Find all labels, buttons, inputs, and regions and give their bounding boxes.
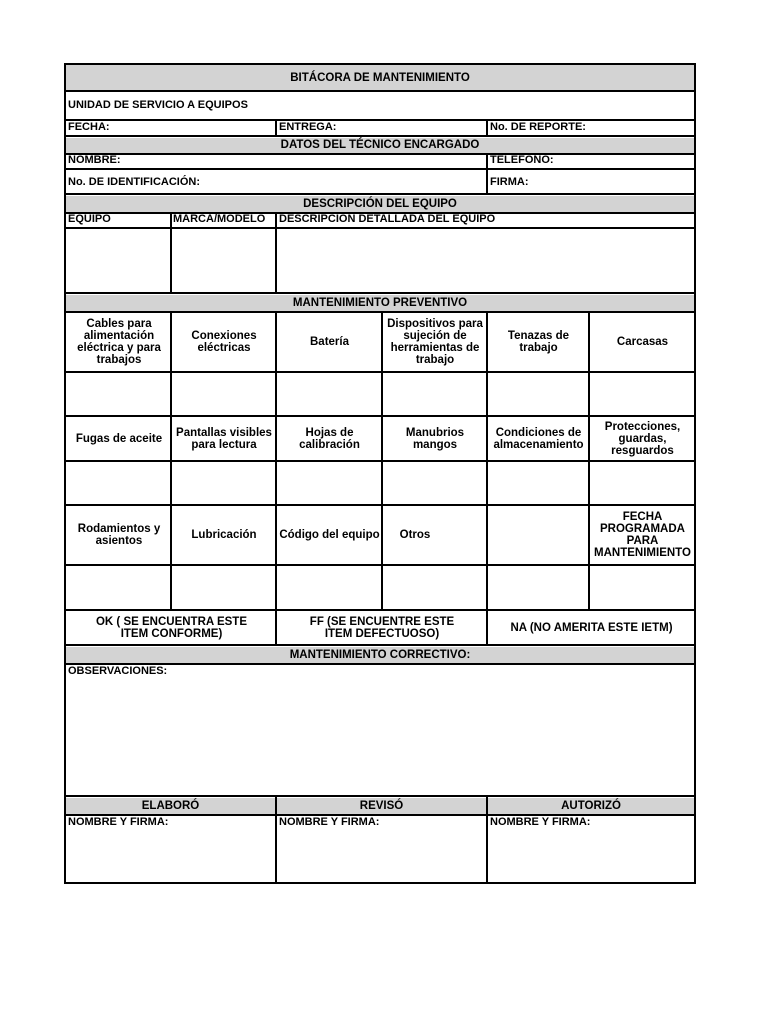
item-lubricacion: Lubricación <box>191 529 257 541</box>
preventivo-header: MANTENIMIENTO PREVENTIVO <box>292 296 468 309</box>
answer-conexiones[interactable] <box>172 373 275 415</box>
nombre-label: NOMBRE: <box>68 154 121 166</box>
answer-codigo[interactable] <box>277 566 381 609</box>
answer-bateria[interactable] <box>277 373 381 415</box>
answer-fecha-programada[interactable] <box>590 566 694 609</box>
legend-na: NA (NO AMERITA ESTE IETM) <box>510 621 673 634</box>
item-cables: Cables para alimentación eléctrica y para trabajos <box>77 318 161 366</box>
marca-field[interactable] <box>172 229 275 292</box>
item-pantallas: Pantallas visibles para lectura <box>176 426 272 451</box>
tecnico-header: DATOS DEL TÉCNICO ENCARGADO <box>280 139 480 151</box>
elaboro-signature-field[interactable] <box>66 830 275 882</box>
answer-dispositivos[interactable] <box>383 373 486 415</box>
descripcion-field[interactable] <box>277 229 694 292</box>
answer-fugas[interactable] <box>66 462 170 504</box>
answer-pantallas[interactable] <box>172 462 275 504</box>
correctivo-header: MANTENIMIENTO CORRECTIVO: <box>289 648 471 661</box>
entrega-label: ENTREGA: <box>279 121 337 133</box>
autorizo-signature-field[interactable] <box>488 830 694 882</box>
item-rodamientos: Rodamientos y asientos <box>77 523 161 547</box>
item-fecha-programada: FECHA PROGRAMADA PARA MANTENIMIENTO <box>594 511 691 559</box>
item-protecciones: Protecciones, guardas, resguardos <box>604 420 681 457</box>
legend-ok: OK ( SE ENCUENTRA ESTE ITEM CONFORME) <box>95 615 247 640</box>
answer-blank[interactable] <box>488 566 588 609</box>
item-hojas: Hojas de calibración <box>299 426 360 451</box>
item-condiciones: Condiciones de almacenamiento <box>493 426 584 451</box>
nombre-field[interactable] <box>66 154 485 168</box>
answer-otros[interactable] <box>383 566 486 609</box>
item-manubrios: Manubrios mangos <box>405 426 465 451</box>
answer-protecciones[interactable] <box>590 462 694 504</box>
firma-label: FIRMA: <box>490 176 529 188</box>
reviso-signature-field[interactable] <box>277 830 486 882</box>
item-tenazas: Tenazas de trabajo <box>507 330 570 354</box>
fecha-label: FECHA: <box>68 121 110 133</box>
equipo-field[interactable] <box>66 229 169 292</box>
autorizo-header: AUTORIZÓ <box>561 799 621 812</box>
item-fugas: Fugas de aceite <box>75 432 163 445</box>
identificacion-field[interactable] <box>66 170 485 193</box>
item-codigo: Código del equipo <box>279 529 380 541</box>
answer-condiciones[interactable] <box>488 462 588 504</box>
answer-tenazas[interactable] <box>488 373 588 415</box>
answer-manubrios[interactable] <box>383 462 486 504</box>
autorizo-nombre-firma-label: NOMBRE Y FIRMA: <box>490 816 591 828</box>
marca-col-label: MARCA/MODELO <box>173 213 266 225</box>
answer-lubricacion[interactable] <box>172 566 275 609</box>
equipo-header: DESCRIPCIÓN DEL EQUIPO <box>303 197 457 210</box>
reporte-field[interactable] <box>488 120 694 135</box>
legend-ff: FF (SE ENCUENTRE ESTE ITEM DEFECTUOSO) <box>309 615 455 640</box>
maintenance-log-form <box>64 63 696 884</box>
firma-field[interactable] <box>488 170 694 193</box>
reviso-nombre-firma-label: NOMBRE Y FIRMA: <box>279 816 380 828</box>
reviso-header: REVISÓ <box>359 799 404 812</box>
observaciones-field[interactable] <box>66 677 694 795</box>
telefono-field[interactable] <box>488 154 694 168</box>
unidad-label: UNIDAD DE SERVICIO A EQUIPOS <box>68 99 248 111</box>
observaciones-label: OBSERVACIONES: <box>68 665 168 677</box>
fecha-field[interactable] <box>66 120 274 135</box>
identificacion-label: No. DE IDENTIFICACIÓN: <box>68 176 200 188</box>
equipo-col-label: EQUIPO <box>68 213 111 225</box>
elaboro-header: ELABORÓ <box>141 799 200 812</box>
reporte-label: No. DE REPORTE: <box>490 121 586 133</box>
descripcion-col-label: DESCRIPCIÓN DETALLADA DEL EQUIPO <box>279 213 496 225</box>
item-otros: Otros <box>399 529 431 541</box>
answer-rodamientos[interactable] <box>66 566 170 609</box>
item-carcasas: Carcasas <box>616 336 669 348</box>
item-dispositivos: Dispositivos para sujeción de herramientas de trabajo <box>387 318 483 366</box>
elaboro-nombre-firma-label: NOMBRE Y FIRMA: <box>68 816 169 828</box>
telefono-label: TELÉFONO: <box>490 154 554 166</box>
answer-hojas[interactable] <box>277 462 381 504</box>
item-blank <box>489 506 588 564</box>
answer-carcasas[interactable] <box>590 373 694 415</box>
item-bateria: Batería <box>310 336 349 348</box>
entrega-field[interactable] <box>277 120 485 135</box>
answer-cables[interactable] <box>66 373 170 415</box>
item-conexiones: Conexiones eléctricas <box>191 330 257 354</box>
form-title: BITÁCORA DE MANTENIMIENTO <box>290 72 470 84</box>
